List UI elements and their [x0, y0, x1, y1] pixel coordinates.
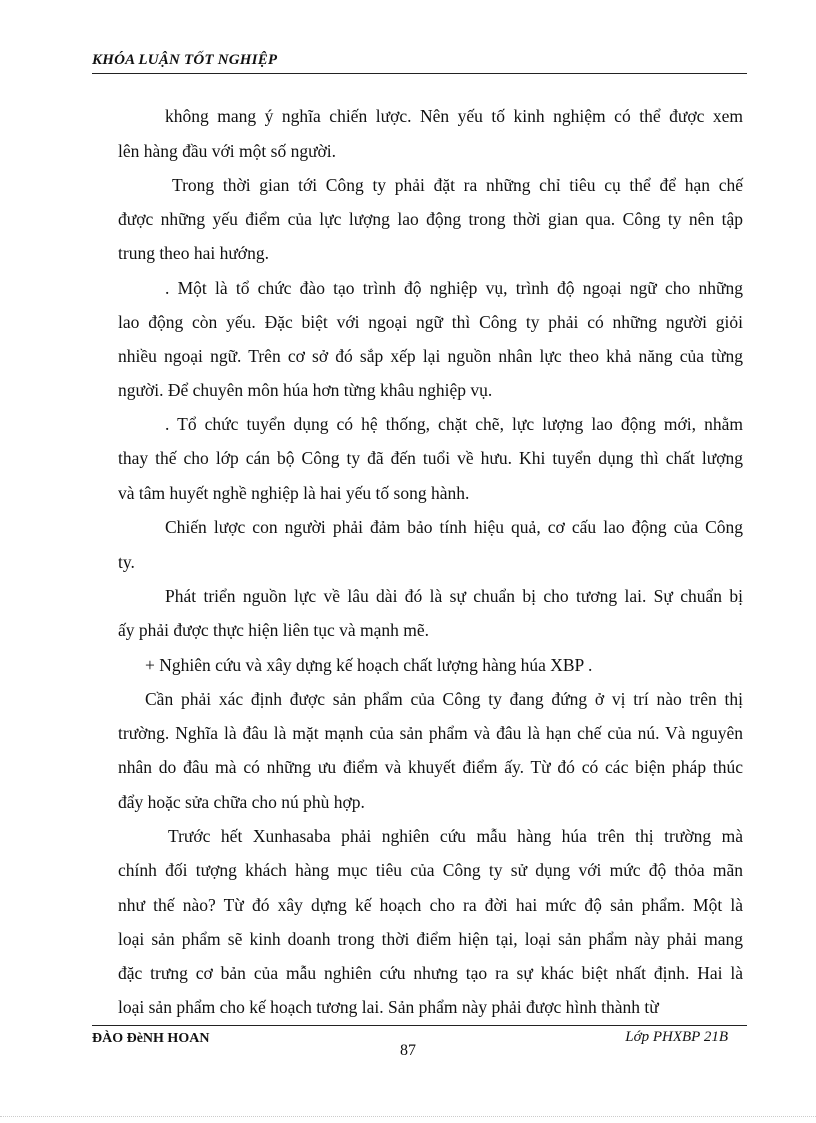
text-line: không mang ý nghĩa chiến lược. Nên yếu tố kinh nghiệm có thể được xem — [165, 106, 743, 126]
text-line: . Tổ chức tuyển dụng có hệ thống, chặt chẽ, lực lượng lao động mới, nhằm — [165, 414, 743, 434]
text-line: đẩy hoặc sửa chữa cho nú phù hợp. — [118, 792, 365, 812]
footer-author: ĐÀO ĐèNH HOAN — [92, 1031, 210, 1046]
text-line: lao động còn yếu. Đặc biệt với ngoại ngữ thì Công ty phải có những người giỏi — [118, 312, 743, 332]
page-bottom-edge — [0, 1116, 816, 1117]
text-line: Cần phải xác định được sản phẩm của Công ty đang đứng ở vị trí nào trên thị — [145, 689, 743, 709]
text-line: Phát triển nguồn lực về lâu dài đó là sự chuẩn bị cho tương lai. Sự chuẩn bị — [165, 586, 743, 606]
text-line: loại sản phẩm sẽ kinh doanh trong thời điểm hiện tại, loại sản phẩm này phải mang — [118, 929, 743, 949]
document-header: KHÓA LUẬN TỐT NGHIỆP — [92, 52, 747, 74]
text-line: loại sản phẩm cho kế hoạch tương lai. Sản phẩm này phải được hình thành từ — [118, 997, 659, 1017]
text-line: + Nghiên cứu và xây dựng kế hoạch chất lượng hàng húa XBP . — [145, 655, 593, 675]
text-line: được những yếu điểm của lực lượng lao động trong thời gian qua. Công ty nên tập — [118, 209, 743, 229]
text-line: Chiến lược con người phải đảm bảo tính hiệu quả, cơ cấu lao động của Công — [165, 517, 743, 537]
page-number: 87 — [400, 1042, 416, 1059]
text-line: như thế nào? Từ đó xây dựng kế hoạch cho ra đời hai mức độ sản phẩm. Một là — [118, 895, 743, 915]
footer-class: Lớp PHXBP 21B — [625, 1029, 728, 1045]
text-line: lên hàng đầu với một số người. — [118, 141, 337, 161]
text-line: trung theo hai hướng. — [118, 243, 269, 263]
text-line: trường. Nghĩa là đâu là mặt mạnh của sản phẩm và đâu là hạn chế của nú. Và nguyên — [118, 723, 743, 743]
text-line: chính đối tượng khách hàng mục tiêu của Công ty sử dụng với mức độ thỏa mãn — [118, 860, 743, 880]
footer-divider — [92, 1025, 747, 1026]
text-line: người. Để chuyên môn húa hơn từng khâu nghiệp vụ. — [118, 380, 493, 400]
text-line: Trong thời gian tới Công ty phải đặt ra những chỉ tiêu cụ thể để hạn chế — [172, 175, 743, 195]
text-line: ấy phải được thực hiện liên tục và mạnh mẽ. — [118, 620, 430, 640]
text-line: đặc trưng cơ bản của mẫu nghiên cứu nhưng tạo ra sự khác biệt nhất định. Hai là — [118, 963, 743, 983]
text-line: nhiều ngoại ngữ. Trên cơ sở đó sắp xếp lại nguồn nhân lực theo khả năng của từng — [118, 346, 743, 366]
text-line: nhân do đâu mà có những ưu điểm và khuyết điểm ấy. Từ đó có các biện pháp thúc — [118, 757, 743, 777]
text-line: và tâm huyết nghề nghiệp là hai yếu tố song hành. — [118, 483, 470, 503]
text-line: . Một là tổ chức đào tạo trình độ nghiệp vụ, trình độ ngoại ngữ cho những — [165, 278, 743, 298]
text-line: ty. — [118, 552, 135, 572]
text-line: thay thế cho lớp cán bộ Công ty đã đến tuổi về hưu. Khi tuyển dụng thì chất lượng — [118, 448, 743, 468]
text-line: Trước hết Xunhasaba phải nghiên cứu mẫu hàng húa trên thị trường mà — [168, 826, 743, 846]
